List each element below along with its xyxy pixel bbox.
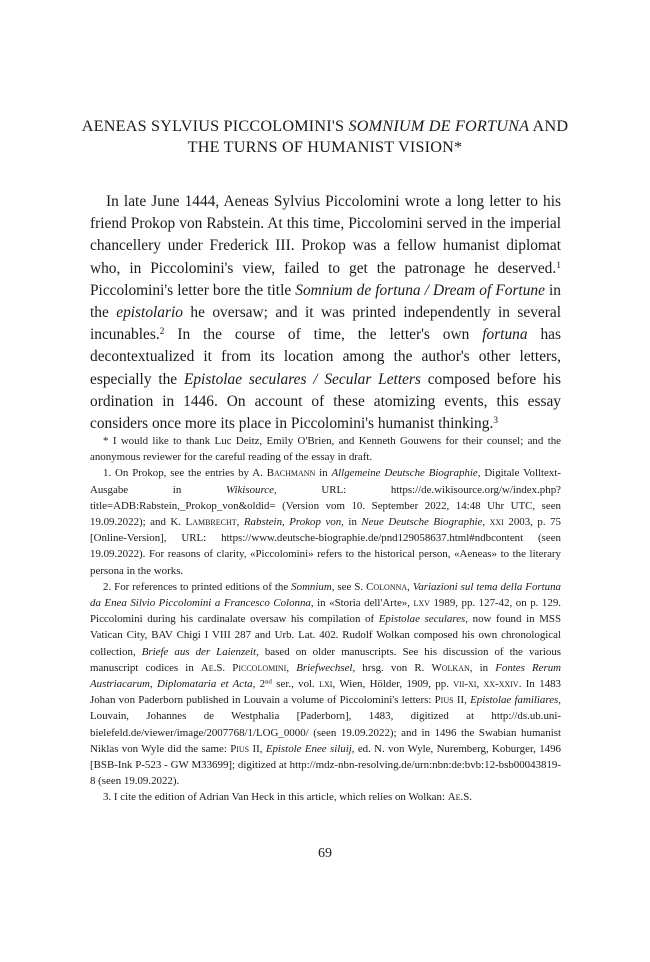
italic-run: Neue Deutsche Biographie bbox=[361, 516, 483, 529]
small-caps-run: xxi bbox=[489, 516, 504, 529]
text-run: . In 1483 Johan von Paderborn published in Louvain a volume of Piccolomini's letters: bbox=[90, 678, 562, 707]
text-run: , bbox=[482, 516, 490, 529]
title-part-1: AENEAS SYLVIUS PICCOLOMINI'S bbox=[81, 117, 349, 135]
italic-run: epistolario bbox=[116, 304, 183, 322]
text-run: , Digitale Volltext-Ausgabe in bbox=[90, 467, 561, 496]
text-run: , based on older manuscripts. See his discussion of the various manuscript codices in bbox=[90, 645, 561, 674]
text-run: , in bbox=[469, 661, 496, 674]
superscript: 3 bbox=[493, 414, 499, 426]
acknowledgement-note bbox=[90, 433, 561, 465]
italic-run: Epistolae seculares / Secular Letters bbox=[183, 370, 421, 388]
footnotes bbox=[90, 433, 561, 806]
italic-run: Somnium de fortuna / Dream of Fortune bbox=[295, 281, 545, 299]
small-caps-run: Colonna bbox=[366, 580, 408, 593]
text-run: 2003, p. 75 [Online-Version], URL: https://www.deutsche-biographie.de/pnd129058637.html#ndbcontent (seen 19.09.2022). For reasons of clarity, «Piccolomini» refers to the historical person, «Aeneas» to the literary persona in the works. bbox=[90, 516, 561, 577]
small-caps-run: Ae.S. bbox=[447, 791, 472, 804]
text-run: , Louvain, Johannes de Westphalia [Paderborn], 1483, digitized at http://ds.ub.uni-bielefeld.de/viewer/image/2007768/1/LOG_0000/ (seen 19.09.2022); and in 1496 the Swabian humanist Niklas von Wyle did the same: bbox=[90, 694, 562, 755]
text-run: has decontextualized it from its location among the author's other letters, especially the bbox=[90, 326, 561, 388]
text-run: ser., vol. bbox=[271, 678, 320, 691]
page-number: 69 bbox=[318, 846, 332, 861]
text-run: 1. On Prokop, see the entries by A. bbox=[103, 467, 267, 480]
text-run: In late June 1444, Aeneas Sylvius Piccolomini wrote a long letter to his friend Prokop von Rabstein. At this time, Piccolomini served in the imperial chancellery under Frederick III. Prokop was a fellow humanist diplomat who, in Piccolomini's view, failed to get the patronage he deserved. bbox=[90, 193, 561, 277]
superscript: 2 bbox=[159, 325, 165, 337]
text-run: , see S. bbox=[331, 580, 367, 593]
small-caps-run: vii-xi, xx-xxiv bbox=[453, 678, 519, 691]
small-caps-run: Wolkan bbox=[431, 661, 470, 674]
text-run: * I would like to thank Luc Deitz, Emily O'Brien, and Kenneth Gouwens for their counsel; and the anonymous reviewer for the careful reading of the essay in draft. bbox=[90, 435, 561, 464]
text-run: composed before his ordination in 1446. On account of these atomizing events, this essay considers once more its place in Piccolomini's humanist thinking. bbox=[90, 370, 561, 433]
text-run: 1989, pp. 127-42, on p. 129. Piccolomini during his cardinalate oversaw his compilation of bbox=[90, 597, 561, 626]
text-run: , hrsg. von R. bbox=[352, 661, 432, 674]
italic-run: Somnium bbox=[291, 580, 332, 593]
text-run: , bbox=[464, 694, 471, 707]
body-paragraph bbox=[90, 191, 561, 435]
small-caps-run: lxi bbox=[319, 678, 333, 691]
text-run: , URL: https://de.wikisource.org/w/index.php?title=ADB:Rabstein,_Prokop_von&oldid= (Version vom 10. September 2022, 14:48 Uhr UTC, seen 19.09.2022); and K. bbox=[90, 483, 561, 529]
italic-run: Allgemeine Deutsche Biographie bbox=[331, 467, 478, 480]
italic-run: Variazioni sul tema della Fortuna da Enea Silvio Piccolomini a Francesco Colonna bbox=[90, 580, 561, 610]
text-run: Piccolomini's letter bore the title bbox=[90, 281, 296, 299]
footnote-2 bbox=[90, 579, 561, 790]
text-run: , in bbox=[341, 516, 362, 529]
small-caps-run: lxv bbox=[413, 597, 430, 610]
text-run: , ed. N. von Wyle, Nuremberg, Koburger, 1496 [BSB-Ink P-523 - GW M33699]; digitized at http://mdz-nbn-resolving.de/urn:nbn:de:bvb:12-bsb00043819-8 (seen 19.09.2022). bbox=[90, 742, 561, 788]
superscript: 1 bbox=[556, 259, 561, 271]
italic-run: Briefwechsel bbox=[296, 661, 353, 674]
article-title bbox=[80, 116, 570, 158]
italic-run: fortuna bbox=[482, 326, 528, 344]
text-run: , bbox=[286, 661, 297, 674]
footnote-1 bbox=[90, 465, 561, 578]
text-run: In the course of time, the letter's own bbox=[164, 326, 483, 344]
italic-run: Epistole Enee siluij bbox=[265, 742, 352, 755]
text-run: 2. For references to printed editions of the bbox=[103, 580, 292, 593]
small-caps-run: Pius II bbox=[434, 694, 465, 707]
text-run: 3. I cite the edition of Adrian Van Heck in this article, which relies on Wolkan: bbox=[103, 791, 448, 804]
title-part-2: AND THE TURNS OF HUMANIST VISION* bbox=[187, 117, 569, 156]
text-run: in bbox=[315, 467, 332, 480]
italic-run: Epistolae seculares bbox=[378, 613, 466, 626]
footnote-3 bbox=[90, 789, 561, 805]
italic-run: Epistolae familiares bbox=[470, 694, 559, 707]
italic-run: Fontes Rerum Austriacarum, Diplomataria et Acta bbox=[90, 661, 562, 691]
small-caps-run: Pius II bbox=[230, 742, 260, 755]
text-run: , bbox=[236, 516, 244, 529]
text-run: , bbox=[259, 742, 266, 755]
text-run: he oversaw; and it was printed independently in several incunables. bbox=[90, 304, 561, 344]
italic-run: Rabstein, Prokop von bbox=[243, 516, 342, 529]
small-caps-run: Ae.S. Piccolomini bbox=[200, 661, 287, 674]
text-run: in the bbox=[90, 281, 561, 322]
text-run: , Wien, Hölder, 1909, pp. bbox=[332, 678, 454, 691]
italic-run: Wikisource bbox=[225, 483, 274, 496]
text-run: , in «Storia dell'Arte», bbox=[310, 597, 414, 610]
text-run: , now found in MSS Vatican City, BAV Chigi I VIII 287 and Urb. Lat. 402. Rudolf Wolkan composed his own chronological collection, bbox=[90, 613, 561, 658]
text-run: , 2 bbox=[252, 678, 266, 691]
superscript: nd bbox=[265, 678, 272, 686]
text-run: , bbox=[407, 580, 413, 593]
title-italic: SOMNIUM DE FORTUNA bbox=[348, 117, 530, 135]
italic-run: Briefe aus der Laienzeit bbox=[141, 645, 257, 658]
small-caps-run: Lambrecht bbox=[185, 516, 237, 529]
paragraph-1 bbox=[90, 191, 561, 435]
small-caps-run: Bachmann bbox=[266, 467, 316, 480]
